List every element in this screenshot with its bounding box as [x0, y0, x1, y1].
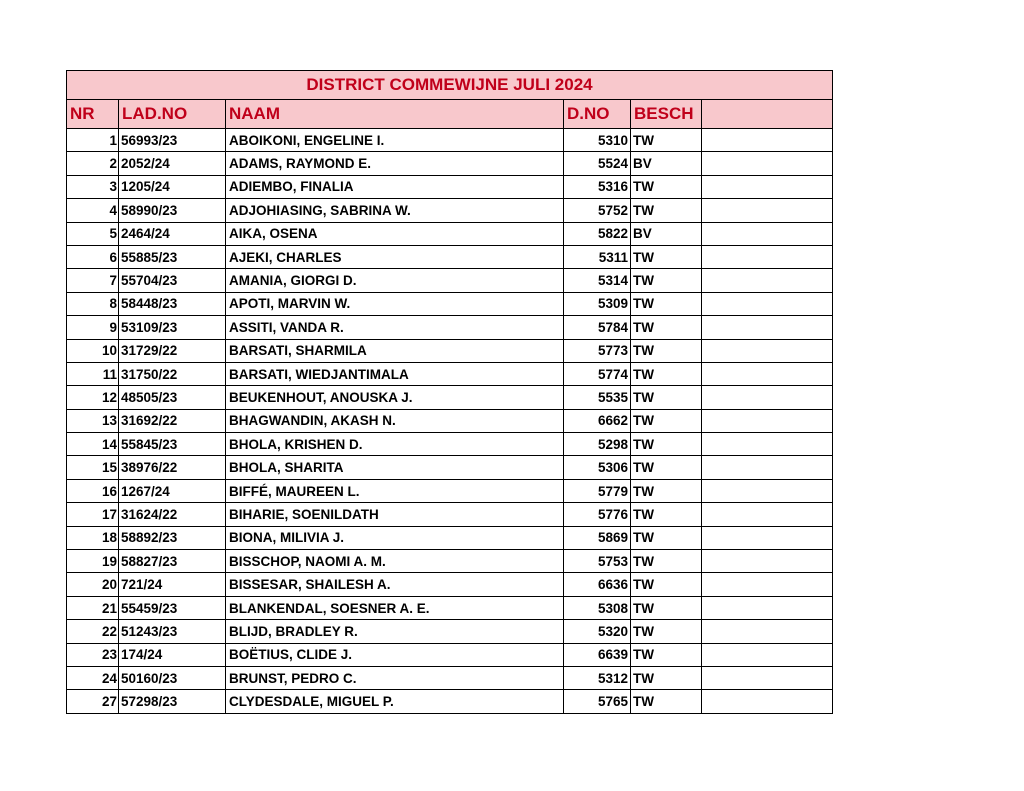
table-row: [67, 550, 833, 573]
cell-nr: 15: [67, 456, 119, 479]
cell-naam: BISSESAR, SHAILESH A.: [226, 573, 564, 596]
cell-lad-no: 55845/23: [119, 433, 226, 456]
cell-lad-no: 2464/24: [119, 222, 226, 245]
cell-nr: 2: [67, 152, 119, 175]
cell-besch: TW: [631, 526, 702, 549]
cell-naam: BISSCHOP, NAOMI A. M.: [226, 550, 564, 573]
cell-d-no: 5822: [564, 222, 631, 245]
cell-d-no: 5752: [564, 199, 631, 222]
cell-lad-no: 1205/24: [119, 175, 226, 198]
table-row: [67, 620, 833, 643]
cell-lad-no: 58827/23: [119, 550, 226, 573]
cell-d-no: 5776: [564, 503, 631, 526]
cell-lad-no: 31692/22: [119, 409, 226, 432]
cell-besch: TW: [631, 503, 702, 526]
cell-extra: [702, 503, 833, 526]
cell-extra: [702, 386, 833, 409]
cell-nr: 7: [67, 269, 119, 292]
cell-extra: [702, 245, 833, 268]
cell-lad-no: 31624/22: [119, 503, 226, 526]
cell-naam: ASSITI, VANDA R.: [226, 316, 564, 339]
table-row: [67, 316, 833, 339]
cell-nr: 9: [67, 316, 119, 339]
cell-d-no: 6639: [564, 643, 631, 666]
cell-nr: 3: [67, 175, 119, 198]
cell-naam: APOTI, MARVIN W.: [226, 292, 564, 315]
cell-d-no: 5308: [564, 596, 631, 619]
cell-naam: BLIJD, BRADLEY R.: [226, 620, 564, 643]
cell-naam: AIKA, OSENA: [226, 222, 564, 245]
cell-extra: [702, 152, 833, 175]
cell-besch: TW: [631, 292, 702, 315]
cell-besch: TW: [631, 362, 702, 385]
cell-besch: TW: [631, 666, 702, 689]
cell-d-no: 5773: [564, 339, 631, 362]
cell-nr: 24: [67, 666, 119, 689]
cell-extra: [702, 456, 833, 479]
cell-besch: TW: [631, 386, 702, 409]
cell-besch: TW: [631, 456, 702, 479]
cell-d-no: 5310: [564, 129, 631, 152]
cell-besch: TW: [631, 690, 702, 713]
cell-besch: TW: [631, 245, 702, 268]
cell-lad-no: 55459/23: [119, 596, 226, 619]
header-lad-no: LAD.NO: [119, 100, 226, 129]
cell-d-no: 5298: [564, 433, 631, 456]
cell-nr: 12: [67, 386, 119, 409]
cell-nr: 8: [67, 292, 119, 315]
cell-extra: [702, 292, 833, 315]
cell-d-no: 5311: [564, 245, 631, 268]
cell-naam: ABOIKONI, ENGELINE I.: [226, 129, 564, 152]
header-row: [67, 100, 833, 129]
cell-besch: TW: [631, 269, 702, 292]
cell-extra: [702, 666, 833, 689]
cell-lad-no: 58990/23: [119, 199, 226, 222]
cell-besch: TW: [631, 596, 702, 619]
table-row: [67, 292, 833, 315]
cell-extra: [702, 479, 833, 502]
cell-d-no: 5779: [564, 479, 631, 502]
cell-lad-no: 55885/23: [119, 245, 226, 268]
cell-naam: BEUKENHOUT, ANOUSKA J.: [226, 386, 564, 409]
table-row: [67, 666, 833, 689]
cell-extra: [702, 409, 833, 432]
table-row: [67, 386, 833, 409]
cell-nr: 13: [67, 409, 119, 432]
cell-lad-no: 48505/23: [119, 386, 226, 409]
cell-extra: [702, 573, 833, 596]
cell-d-no: 5765: [564, 690, 631, 713]
cell-besch: TW: [631, 433, 702, 456]
cell-besch: TW: [631, 339, 702, 362]
cell-naam: BOËTIUS, CLIDE J.: [226, 643, 564, 666]
header-naam: NAAM: [226, 100, 564, 129]
cell-d-no: 5774: [564, 362, 631, 385]
cell-lad-no: 2052/24: [119, 152, 226, 175]
cell-d-no: 5524: [564, 152, 631, 175]
cell-lad-no: 31729/22: [119, 339, 226, 362]
table-row: [67, 690, 833, 713]
cell-d-no: 5784: [564, 316, 631, 339]
cell-extra: [702, 222, 833, 245]
cell-lad-no: 56993/23: [119, 129, 226, 152]
cell-besch: TW: [631, 479, 702, 502]
cell-d-no: 5309: [564, 292, 631, 315]
cell-extra: [702, 620, 833, 643]
table-row: [67, 503, 833, 526]
cell-lad-no: 1267/24: [119, 479, 226, 502]
cell-nr: 16: [67, 479, 119, 502]
cell-naam: BIHARIE, SOENILDATH: [226, 503, 564, 526]
cell-besch: TW: [631, 620, 702, 643]
cell-naam: BARSATI, WIEDJANTIMALA: [226, 362, 564, 385]
header-besch: BESCH: [631, 100, 702, 129]
cell-extra: [702, 129, 833, 152]
table-row: [67, 245, 833, 268]
cell-besch: TW: [631, 129, 702, 152]
table-row: [67, 339, 833, 362]
table-body: [67, 129, 833, 714]
cell-naam: AJEKI, CHARLES: [226, 245, 564, 268]
table-row: [67, 526, 833, 549]
cell-d-no: 5320: [564, 620, 631, 643]
cell-nr: 14: [67, 433, 119, 456]
table-row: [67, 409, 833, 432]
cell-nr: 23: [67, 643, 119, 666]
cell-lad-no: 31750/22: [119, 362, 226, 385]
cell-nr: 4: [67, 199, 119, 222]
table-row: [67, 479, 833, 502]
cell-d-no: 5753: [564, 550, 631, 573]
cell-nr: 22: [67, 620, 119, 643]
cell-extra: [702, 550, 833, 573]
cell-extra: [702, 362, 833, 385]
cell-besch: TW: [631, 199, 702, 222]
cell-naam: ADJOHIASING, SABRINA W.: [226, 199, 564, 222]
header-d-no: D.NO: [564, 100, 631, 129]
cell-naam: BHOLA, KRISHEN D.: [226, 433, 564, 456]
cell-naam: BRUNST, PEDRO C.: [226, 666, 564, 689]
table-row: [67, 199, 833, 222]
cell-besch: TW: [631, 643, 702, 666]
cell-nr: 20: [67, 573, 119, 596]
title-row: [67, 71, 833, 100]
cell-d-no: 5869: [564, 526, 631, 549]
cell-lad-no: 721/24: [119, 573, 226, 596]
header-extra: [702, 100, 833, 129]
cell-naam: BIONA, MILIVIA J.: [226, 526, 564, 549]
table-row: [67, 456, 833, 479]
cell-nr: 10: [67, 339, 119, 362]
cell-lad-no: 38976/22: [119, 456, 226, 479]
cell-lad-no: 50160/23: [119, 666, 226, 689]
cell-naam: AMANIA, GIORGI D.: [226, 269, 564, 292]
cell-naam: BLANKENDAL, SOESNER A. E.: [226, 596, 564, 619]
cell-besch: TW: [631, 175, 702, 198]
cell-extra: [702, 199, 833, 222]
table-row: [67, 269, 833, 292]
district-table: [66, 70, 833, 714]
cell-naam: ADIEMBO, FINALIA: [226, 175, 564, 198]
cell-besch: TW: [631, 573, 702, 596]
header-nr: NR: [67, 100, 119, 129]
cell-nr: 21: [67, 596, 119, 619]
table-row: [67, 175, 833, 198]
cell-naam: CLYDESDALE, MIGUEL P.: [226, 690, 564, 713]
cell-lad-no: 58448/23: [119, 292, 226, 315]
cell-lad-no: 53109/23: [119, 316, 226, 339]
cell-nr: 1: [67, 129, 119, 152]
cell-nr: 27: [67, 690, 119, 713]
cell-besch: BV: [631, 222, 702, 245]
cell-lad-no: 174/24: [119, 643, 226, 666]
cell-extra: [702, 643, 833, 666]
cell-lad-no: 55704/23: [119, 269, 226, 292]
table-row: [67, 129, 833, 152]
cell-naam: BARSATI, SHARMILA: [226, 339, 564, 362]
sheet-title: DISTRICT COMMEWIJNE JULI 2024: [67, 71, 833, 100]
cell-nr: 6: [67, 245, 119, 268]
cell-besch: BV: [631, 152, 702, 175]
cell-d-no: 6662: [564, 409, 631, 432]
cell-d-no: 6636: [564, 573, 631, 596]
cell-besch: TW: [631, 409, 702, 432]
cell-nr: 17: [67, 503, 119, 526]
cell-extra: [702, 526, 833, 549]
cell-besch: TW: [631, 550, 702, 573]
cell-d-no: 5316: [564, 175, 631, 198]
cell-extra: [702, 433, 833, 456]
table-row: [67, 433, 833, 456]
cell-lad-no: 57298/23: [119, 690, 226, 713]
table-row: [67, 362, 833, 385]
cell-extra: [702, 690, 833, 713]
cell-extra: [702, 596, 833, 619]
table-row: [67, 643, 833, 666]
cell-lad-no: 58892/23: [119, 526, 226, 549]
table-row: [67, 573, 833, 596]
cell-extra: [702, 269, 833, 292]
cell-nr: 19: [67, 550, 119, 573]
cell-nr: 18: [67, 526, 119, 549]
cell-extra: [702, 175, 833, 198]
cell-extra: [702, 316, 833, 339]
cell-extra: [702, 339, 833, 362]
cell-nr: 5: [67, 222, 119, 245]
cell-naam: BHAGWANDIN, AKASH N.: [226, 409, 564, 432]
cell-lad-no: 51243/23: [119, 620, 226, 643]
cell-d-no: 5312: [564, 666, 631, 689]
table-row: [67, 596, 833, 619]
cell-besch: TW: [631, 316, 702, 339]
cell-d-no: 5314: [564, 269, 631, 292]
cell-nr: 11: [67, 362, 119, 385]
table-row: [67, 152, 833, 175]
cell-d-no: 5306: [564, 456, 631, 479]
cell-naam: BHOLA, SHARITA: [226, 456, 564, 479]
table-row: [67, 222, 833, 245]
cell-d-no: 5535: [564, 386, 631, 409]
cell-naam: ADAMS, RAYMOND E.: [226, 152, 564, 175]
cell-naam: BIFFÉ, MAUREEN L.: [226, 479, 564, 502]
